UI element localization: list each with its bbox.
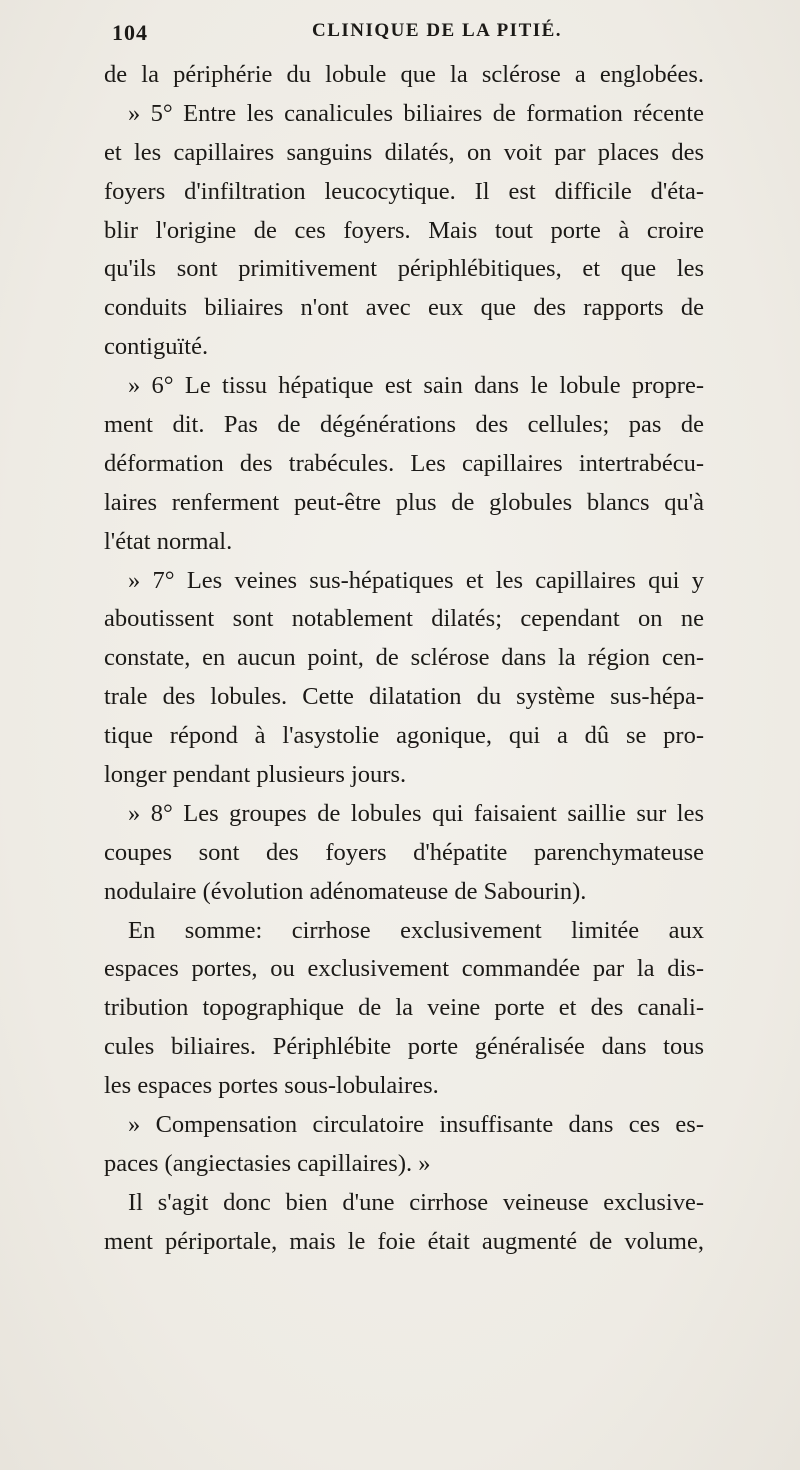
text-line: Il s'agit donc bien d'une cirrhose veineuse exclusive- xyxy=(128,1188,704,1216)
text-line: foyers d'infiltration leucocytique. Il est difficile d'éta- xyxy=(104,177,704,205)
body-text xyxy=(104,56,704,1262)
text-line: ment périportale, mais le foie était augmenté de volume, xyxy=(104,1227,704,1255)
text-line: aboutissent sont notablement dilatés; cependant on ne xyxy=(104,605,704,633)
running-head: CLINIQUE DE LA PITIÉ. xyxy=(312,20,563,41)
page-number: 104 xyxy=(112,20,148,45)
page-header xyxy=(112,20,702,54)
text-line: nodulaire (évolution adénomateuse de Sabourin). xyxy=(104,877,587,905)
text-line: coupes sont des foyers d'hépatite parenchymateuse xyxy=(104,838,704,866)
text-line: » 6° Le tissu hépatique est sain dans le lobule propre- xyxy=(128,372,704,400)
text-line: tique répond à l'asystolie agonique, qui a dû se pro- xyxy=(104,722,704,750)
text-line: blir l'origine de ces foyers. Mais tout porte à croire xyxy=(104,216,704,244)
text-line: paces (angiectasies capillaires). » xyxy=(104,1149,431,1177)
text-line: de la périphérie du lobule que la sclérose a englobées. xyxy=(104,61,704,88)
text-line: les espaces portes sous-lobulaires. xyxy=(104,1072,439,1100)
text-line: constate, en aucun point, de sclérose dans la région cen- xyxy=(104,644,704,672)
text-line: cules biliaires. Périphlébite porte généralisée dans tous xyxy=(104,1033,704,1061)
text-line: » 5° Entre les canalicules biliaires de formation récente xyxy=(128,99,704,127)
text-line: déformation des trabécules. Les capillaires intertrabécu- xyxy=(104,449,704,477)
text-line: En somme: cirrhose exclusivement limitée aux xyxy=(128,916,704,944)
text-line: tribution topographique de la veine porte et des canali- xyxy=(104,994,704,1022)
text-line: » Compensation circulatoire insuffisante dans ces es- xyxy=(128,1111,704,1139)
text-line: et les capillaires sanguins dilatés, on voit par places des xyxy=(104,138,704,166)
text-line: espaces portes, ou exclusivement commandée par la dis- xyxy=(104,955,704,983)
text-line: » 8° Les groupes de lobules qui faisaient saillie sur les xyxy=(128,799,704,827)
text-line: qu'ils sont primitivement périphlébitiques, et que les xyxy=(104,255,704,283)
text-line: laires renferment peut-être plus de globules blancs qu'à xyxy=(104,488,704,516)
text-line: l'état normal. xyxy=(104,527,233,555)
text-line: conduits biliaires n'ont avec eux que des rapports de xyxy=(104,294,704,322)
text-line: » 7° Les veines sus-hépatiques et les capillaires qui y xyxy=(128,566,704,594)
text-line: ment dit. Pas de dégénérations des cellules; pas de xyxy=(104,411,704,439)
text-line: longer pendant plusieurs jours. xyxy=(104,761,407,789)
text-line: trale des lobules. Cette dilatation du système sus-hépa- xyxy=(104,683,704,711)
text-line: contiguïté. xyxy=(104,333,209,361)
